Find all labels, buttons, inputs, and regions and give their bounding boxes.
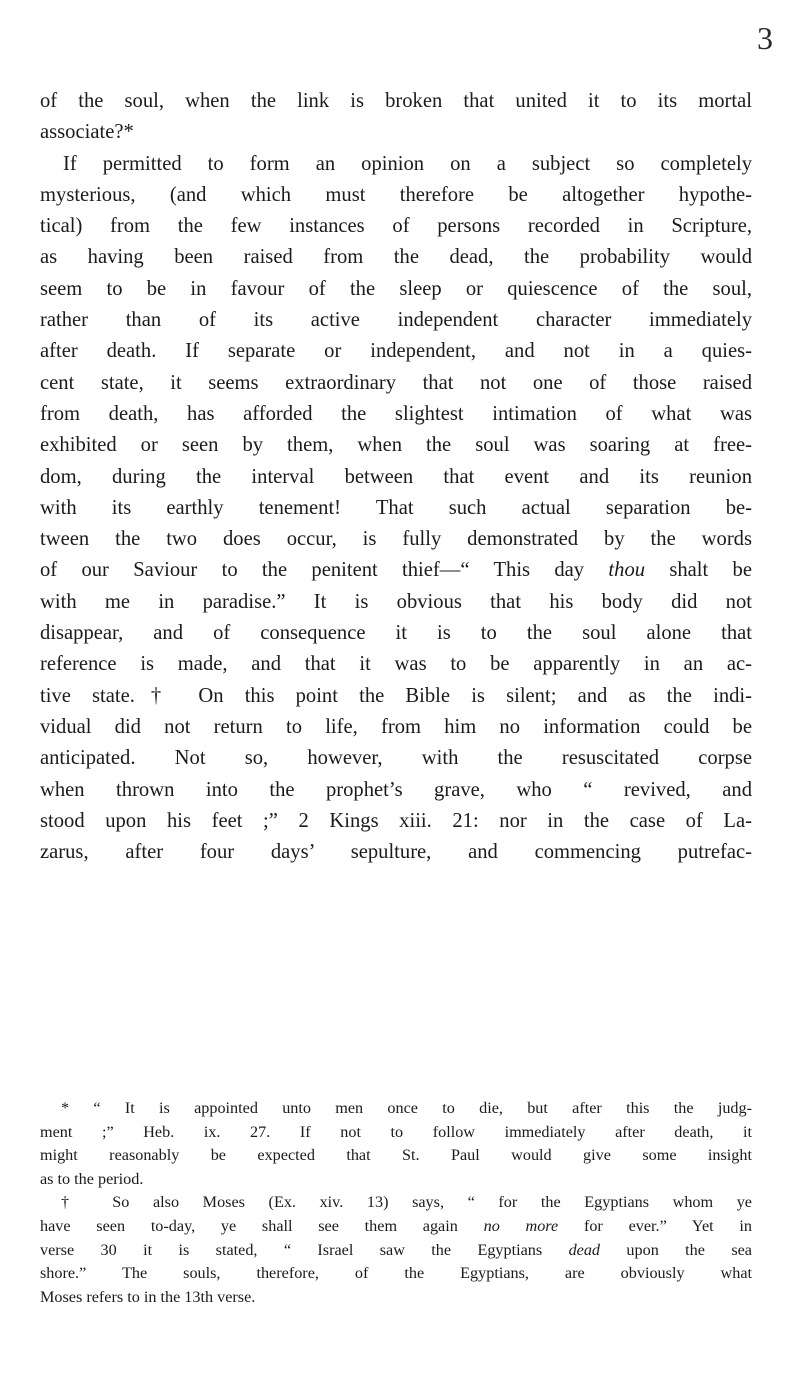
- text-line: after death. If separate or independent, and not in a quies-: [40, 340, 752, 363]
- footnote-line: ment ;” Heb. ix. 27. If not to follow immediately after death, it: [40, 1122, 752, 1141]
- text-line: vidual did not return to life, from him no information could be: [40, 715, 752, 738]
- text-line: tical) from the few instances of persons recorded in Scripture,: [40, 215, 752, 238]
- footnote-line: shore.” The souls, therefore, of the Egyptians, are obviously what: [40, 1264, 752, 1283]
- text-line: zarus, after four days’ sepulture, and commencing putrefac-: [40, 841, 752, 864]
- text-line: tive state.† On this point the Bible is silent; and as the indi-: [40, 684, 752, 707]
- footnote-line: verse 30 it is stated, “ Israel saw the Egyptians dead upon the sea: [40, 1240, 752, 1259]
- text-line: as having been raised from the dead, the probability would: [40, 246, 752, 269]
- text-line: dom, during the interval between that event and its reunion: [40, 465, 752, 488]
- text-line: mysterious, (and which must therefore be altogether hypothe-: [40, 183, 752, 206]
- paragraph-2: [40, 149, 752, 869]
- text-line: of our Saviour to the penitent thief—“ This day thou shalt be: [40, 559, 752, 582]
- text-line: stood upon his feet ;” 2 Kings xiii. 21: nor in the case of La-: [40, 809, 752, 832]
- paragraph-1: [40, 86, 752, 149]
- footnote-line: * “ It is appointed unto men once to die, but after this the judg-: [61, 1099, 752, 1117]
- text-line: when thrown into the prophet’s grave, who “ revived, and: [40, 778, 752, 801]
- footnotes: [40, 1097, 752, 1309]
- text-line: seem to be in favour of the sleep or quiescence of the soul,: [40, 277, 752, 300]
- text-line: anticipated. Not so, however, with the resuscitated corpse: [40, 747, 752, 770]
- text-line: cent state, it seems extraordinary that not one of those raised: [40, 371, 752, 394]
- text-line: If permitted to form an opinion on a subject so completely: [63, 152, 752, 175]
- text-line: with me in paradise.” It is obvious that his body did not: [40, 590, 752, 613]
- footnote-dagger: [40, 1191, 752, 1309]
- footnote-line: as to the period.: [40, 1169, 144, 1188]
- text-line: with its earthly tenement! That such actual separation be-: [40, 496, 752, 519]
- text-line: exhibited or seen by them, when the soul was soaring at free-: [40, 434, 752, 457]
- footnote-line: † So also Moses (Ex. xiv. 13) says, “ for the Egyptians whom ye: [61, 1193, 752, 1212]
- page-number: 3: [757, 20, 773, 56]
- text-line: reference is made, and that it was to be apparently in an ac-: [40, 653, 752, 676]
- footnote-line: have seen to-day, ye shall see them again no more for ever.” Yet in: [40, 1216, 752, 1235]
- text-line: associate?*: [40, 121, 134, 144]
- text-line: disappear, and of consequence it is to the soul alone that: [40, 622, 752, 645]
- text-line: tween the two does occur, is fully demonstrated by the words: [40, 528, 752, 551]
- footnote-asterisk: [40, 1097, 752, 1191]
- footnote-line: might reasonably be expected that St. Paul would give some insight: [40, 1146, 752, 1165]
- body-text: [40, 86, 752, 868]
- text-line: rather than of its active independent character immediately: [40, 309, 752, 332]
- text-line: of the soul, when the link is broken that united it to its mortal: [40, 90, 752, 112]
- footnote-line: Moses refers to in the 13th verse.: [40, 1287, 256, 1306]
- text-line: from death, has afforded the slightest intimation of what was: [40, 402, 752, 425]
